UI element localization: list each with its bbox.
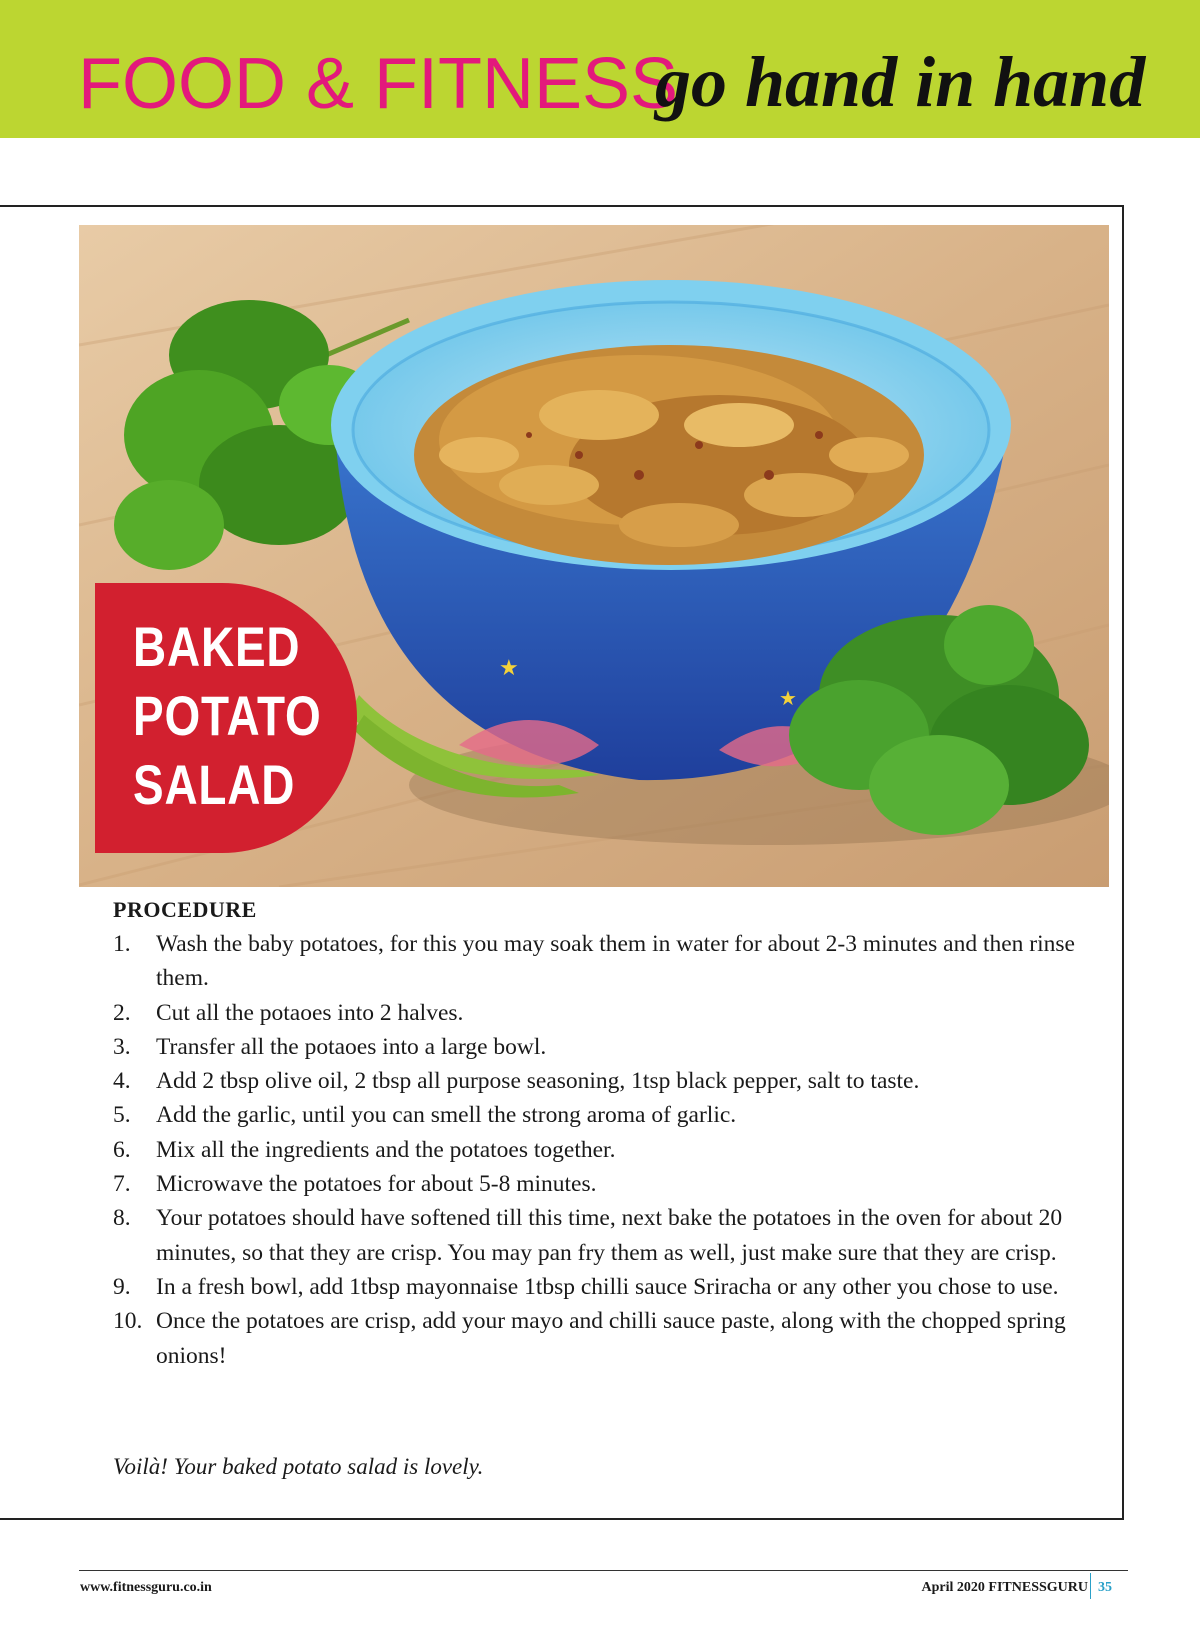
step-text: Transfer all the potaoes into a large bowl.: [156, 1033, 547, 1060]
procedure-step: [113, 1167, 1093, 1201]
header-banner: [0, 0, 1200, 138]
step-text: Wash the baby potatoes, for this you may soak them in water for about 2-3 minutes and then rinse them.: [156, 931, 1075, 992]
potato-pile: [414, 345, 924, 565]
page-number: 35: [1098, 1580, 1112, 1595]
procedure-step: [113, 1201, 1093, 1270]
recipe-title-line: POTATO: [133, 684, 322, 747]
procedure-steps: [113, 927, 1093, 1373]
recipe-title-badge: [95, 583, 357, 853]
step-text: Mix all the ingredients and the potatoes together.: [156, 1136, 616, 1163]
procedure-step: [113, 1304, 1093, 1373]
procedure-step: [113, 996, 1093, 1030]
recipe-photo: [79, 225, 1109, 887]
step-number: 5.: [113, 1102, 131, 1129]
svg-text:★: ★: [499, 656, 519, 681]
procedure-step: [113, 1270, 1093, 1304]
footer-issue: April 2020 FITNESSGURU: [921, 1580, 1088, 1595]
step-number: 8.: [113, 1205, 131, 1232]
step-text: Cut all the potaoes into 2 halves.: [156, 999, 464, 1026]
closing-note: Voilà! Your baked potato salad is lovely.: [113, 1454, 484, 1479]
footer-divider: [79, 1570, 1128, 1571]
step-text: Microwave the potatoes for about 5-8 minutes.: [156, 1171, 597, 1198]
procedure-heading: PROCEDURE: [113, 897, 257, 922]
step-text: Add 2 tbsp olive oil, 2 tbsp all purpose seasoning, 1tsp black pepper, salt to taste.: [156, 1068, 920, 1095]
step-number: 1.: [113, 931, 131, 957]
step-text: Your potatoes should have softened till this time, next bake the potatoes in the oven for about 20 minutes, so that they are crisp. You may pan fry them as well, just make sure that they are crisp.: [156, 1205, 1063, 1266]
svg-text:★: ★: [779, 686, 797, 710]
magazine-section-subtitle: go hand in hand: [655, 42, 1146, 122]
footer-separator: [1090, 1573, 1091, 1599]
step-text: Add the garlic, until you can smell the strong aroma of garlic.: [156, 1102, 737, 1129]
recipe-title-line: BAKED: [133, 615, 301, 678]
procedure-step: [113, 927, 1093, 996]
step-number: 2.: [113, 999, 131, 1026]
step-text: Once the potatoes are crisp, add your mayo and chilli sauce paste, along with the chopped spring onions!: [156, 1308, 1066, 1369]
step-number: 4.: [113, 1068, 131, 1095]
step-number: 7.: [113, 1171, 131, 1198]
footer-website: www.fitnessguru.co.in: [80, 1580, 212, 1595]
step-number: 6.: [113, 1136, 131, 1163]
procedure-step: [113, 1133, 1093, 1167]
recipe-title-line: SALAD: [133, 753, 296, 816]
step-text: In a fresh bowl, add 1tbsp mayonnaise 1tbsp chilli sauce Sriracha or any other you chose to use.: [156, 1273, 1059, 1300]
magazine-section-title: FOOD & FITNESS: [78, 44, 679, 124]
step-number: 10.: [113, 1308, 143, 1335]
procedure-step: [113, 1064, 1093, 1098]
step-number: 9.: [113, 1273, 131, 1300]
procedure-step: [113, 1098, 1093, 1132]
step-number: 3.: [113, 1033, 131, 1060]
procedure-step: [113, 1030, 1093, 1064]
